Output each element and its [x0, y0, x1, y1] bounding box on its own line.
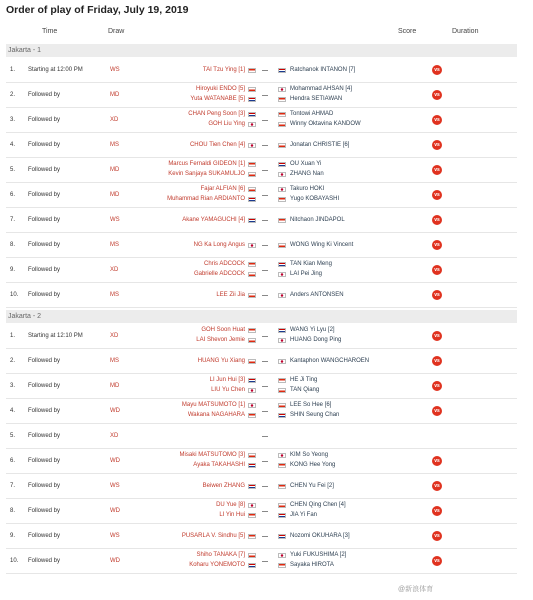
score-icon[interactable]: vs — [432, 165, 442, 175]
versus-dash — [262, 411, 268, 412]
player-name[interactable]: CHEN Yu Fei [2] — [290, 482, 334, 489]
country-flag-icon — [248, 262, 256, 267]
player-name[interactable]: Chris ADCOCK — [203, 261, 245, 267]
versus-dash — [262, 461, 268, 462]
draw-header: Draw — [108, 28, 125, 35]
country-flag-icon — [278, 328, 286, 333]
match-number: 4. — [10, 141, 16, 148]
country-flag-icon — [278, 359, 286, 364]
player-name[interactable]: HUANG Dong Ping — [290, 337, 342, 343]
match-row — [6, 258, 517, 283]
match-number: 10. — [10, 291, 19, 298]
country-flag-icon — [278, 143, 286, 148]
country-flag-icon — [278, 338, 286, 343]
country-flag-icon — [278, 112, 286, 117]
match-time: Followed by — [28, 216, 61, 223]
match-number: 1. — [10, 332, 16, 339]
score-icon[interactable]: vs — [432, 506, 442, 516]
player-name[interactable]: Yugo KOBAYASHI — [290, 196, 340, 202]
country-flag-icon — [248, 563, 256, 568]
match-row — [6, 233, 517, 258]
player-name[interactable]: Misaki MATSUTOMO [3] — [179, 452, 245, 458]
player-name[interactable]: Mohammad AHSAN [4] — [290, 86, 353, 92]
match-row — [6, 499, 517, 524]
player-name[interactable]: Hiroyuki ENDO [5] — [195, 86, 245, 92]
country-flag-icon — [278, 553, 286, 558]
match-row — [6, 283, 517, 308]
versus-dash — [262, 386, 268, 387]
player-name[interactable]: Winny Oktavina KANDOW — [290, 121, 361, 127]
court-header: Jakarta - 1 — [6, 44, 517, 57]
score-icon[interactable]: vs — [432, 215, 442, 225]
player-name[interactable]: WONG Wing Ki Vincent — [290, 241, 354, 248]
player-name[interactable]: TAN Kian Meng — [290, 261, 332, 267]
country-flag-icon — [248, 218, 256, 223]
match-number: 8. — [10, 241, 16, 248]
player-name[interactable]: Kantaphon WANGCHAROEN — [290, 357, 370, 364]
match-number: 5. — [10, 166, 16, 173]
versus-dash — [262, 70, 268, 71]
match-row — [6, 324, 517, 349]
match-time: Followed by — [28, 482, 61, 489]
match-row — [6, 58, 517, 83]
player-name[interactable]: Ratchanok INTANON [7] — [290, 66, 356, 73]
player-name[interactable]: Mayu MATSUMOTO [1] — [181, 402, 245, 408]
versus-dash — [262, 95, 268, 96]
country-flag-icon — [248, 187, 256, 192]
match-row — [6, 83, 517, 108]
player-name[interactable]: KONG Hee Yong — [290, 462, 336, 468]
event-code: WD — [110, 457, 120, 464]
match-time: Followed by — [28, 507, 61, 514]
match-number: 10. — [10, 557, 19, 564]
player-name[interactable]: ZHANG Nan — [290, 171, 324, 177]
country-flag-icon — [278, 534, 286, 539]
event-code: WD — [110, 507, 120, 514]
player-name[interactable]: Tontowi AHMAD — [290, 111, 334, 117]
match-row — [6, 449, 517, 474]
match-row — [6, 524, 517, 549]
player-name[interactable]: TAN Qiang — [290, 387, 320, 393]
versus-dash — [262, 336, 268, 337]
versus-dash — [262, 245, 268, 246]
match-time: Followed by — [28, 382, 61, 389]
event-code: WD — [110, 407, 120, 414]
player-name[interactable]: Jonatan CHRISTIE [6] — [290, 141, 350, 148]
country-flag-icon — [278, 97, 286, 102]
match-time: Followed by — [28, 241, 61, 248]
player-name[interactable]: DU Yue [8] — [216, 502, 245, 508]
country-flag-icon — [248, 272, 256, 277]
score-icon[interactable]: vs — [432, 481, 442, 491]
country-flag-icon — [278, 68, 286, 73]
country-flag-icon — [248, 413, 256, 418]
country-flag-icon — [248, 453, 256, 458]
country-flag-icon — [248, 403, 256, 408]
watermark: @新浪体育 — [398, 586, 434, 593]
player-name[interactable]: Gabrielle ADCOCK — [193, 271, 245, 277]
country-flag-icon — [278, 403, 286, 408]
country-flag-icon — [248, 172, 256, 177]
player-name[interactable]: HUANG Yu Xiang — [197, 357, 245, 364]
match-number: 8. — [10, 507, 16, 514]
score-icon[interactable]: vs — [432, 90, 442, 100]
player-name[interactable]: Marcus Fernaldi GIDEON [1] — [168, 161, 245, 167]
score-icon[interactable]: vs — [432, 406, 442, 416]
match-time: Followed by — [28, 557, 61, 564]
match-row — [6, 549, 517, 574]
player-name[interactable]: Wakana NAGAHARA — [187, 412, 245, 418]
player-name[interactable]: Beiwen ZHANG — [202, 482, 245, 489]
score-icon[interactable]: vs — [432, 290, 442, 300]
country-flag-icon — [248, 112, 256, 117]
player-name[interactable]: WANG Yi Lyu [2] — [290, 327, 335, 333]
country-flag-icon — [248, 378, 256, 383]
score-icon[interactable]: vs — [432, 140, 442, 150]
score-icon[interactable]: vs — [432, 556, 442, 566]
country-flag-icon — [248, 293, 256, 298]
country-flag-icon — [278, 413, 286, 418]
versus-dash — [262, 295, 268, 296]
country-flag-icon — [248, 534, 256, 539]
match-number: 7. — [10, 482, 16, 489]
match-time: Followed by — [28, 266, 61, 273]
country-flag-icon — [248, 143, 256, 148]
country-flag-icon — [278, 197, 286, 202]
match-number: 6. — [10, 457, 16, 464]
player-name[interactable]: Muhammad Rian ARDIANTO — [167, 196, 245, 202]
score-icon[interactable]: vs — [432, 190, 442, 200]
versus-dash — [262, 195, 268, 196]
country-flag-icon — [278, 513, 286, 518]
match-row — [6, 374, 517, 399]
match-row — [6, 108, 517, 133]
player-name[interactable]: Sayaka HIROTA — [290, 562, 334, 568]
player-name[interactable]: CHEN Qing Chen [4] — [290, 502, 346, 508]
time-header: Time — [42, 28, 58, 35]
score-icon[interactable]: vs — [432, 456, 442, 466]
player-name[interactable]: LI Yin Hui — [219, 512, 245, 518]
match-time: Followed by — [28, 357, 61, 364]
versus-dash — [262, 270, 268, 271]
country-flag-icon — [248, 388, 256, 393]
event-code: XD — [110, 432, 119, 439]
match-row — [6, 183, 517, 208]
duration-header: Duration — [452, 28, 479, 35]
country-flag-icon — [278, 388, 286, 393]
match-row — [6, 158, 517, 183]
match-number: 4. — [10, 407, 16, 414]
event-code: MD — [110, 382, 120, 389]
country-flag-icon — [248, 503, 256, 508]
score-icon[interactable]: vs — [432, 356, 442, 366]
player-name[interactable]: PUSARLA V. Sindhu [5] — [181, 532, 245, 539]
match-row — [6, 474, 517, 499]
player-name[interactable]: TAI Tzu Ying [1] — [202, 66, 245, 73]
event-code: WS — [110, 532, 120, 539]
match-time: Followed by — [28, 407, 61, 414]
match-time: Followed by — [28, 432, 61, 439]
event-code: MD — [110, 166, 120, 173]
match-time: Followed by — [28, 91, 61, 98]
match-time: Starting at 12:10 PM — [28, 332, 83, 339]
country-flag-icon — [248, 122, 256, 127]
player-name[interactable]: GOH Soon Huat — [201, 327, 245, 333]
country-flag-icon — [278, 87, 286, 92]
player-name[interactable]: LEE Zii Jia — [216, 291, 245, 298]
player-name[interactable]: Takuro HOKI — [290, 186, 325, 192]
player-name[interactable]: GOH Liu Ying — [208, 121, 245, 127]
player-name[interactable]: Hendra SETIAWAN — [290, 96, 343, 102]
score-icon[interactable]: vs — [432, 381, 442, 391]
match-number: 2. — [10, 357, 16, 364]
match-time: Followed by — [28, 457, 61, 464]
match-row — [6, 208, 517, 233]
country-flag-icon — [248, 553, 256, 558]
match-time: Followed by — [28, 141, 61, 148]
match-row — [6, 424, 517, 449]
player-name[interactable]: Ayaka TAKAHASHI — [193, 462, 245, 468]
match-number: 9. — [10, 266, 16, 273]
country-flag-icon — [248, 162, 256, 167]
player-name[interactable]: KIM So Yeong — [290, 452, 329, 458]
player-name[interactable]: HE Ji Ting — [290, 377, 318, 383]
player-name[interactable]: LAI Shevon Jemie — [196, 337, 245, 343]
country-flag-icon — [278, 453, 286, 458]
player-name[interactable]: LIU Yu Chen — [211, 387, 245, 393]
player-name[interactable]: LI Jun Hui [3] — [209, 377, 245, 383]
country-flag-icon — [278, 172, 286, 177]
match-time: Followed by — [28, 532, 61, 539]
player-name[interactable]: Yuta WATANABE [5] — [190, 96, 245, 102]
match-number: 3. — [10, 382, 16, 389]
country-flag-icon — [248, 68, 256, 73]
player-name[interactable]: JIA Yi Fan — [290, 512, 318, 518]
match-row — [6, 349, 517, 374]
player-name[interactable]: Akane YAMAGUCHI [4] — [182, 216, 245, 223]
match-number: 3. — [10, 116, 16, 123]
event-code: XD — [110, 332, 119, 339]
event-code: MD — [110, 91, 120, 98]
versus-dash — [262, 436, 268, 437]
event-code: WS — [110, 482, 120, 489]
event-code: WD — [110, 557, 120, 564]
versus-dash — [262, 170, 268, 171]
player-name[interactable]: Nitchaon JINDAPOL — [290, 216, 345, 223]
match-time: Followed by — [28, 116, 61, 123]
match-time: Followed by — [28, 166, 61, 173]
event-code: MD — [110, 191, 120, 198]
country-flag-icon — [248, 513, 256, 518]
event-code: MS — [110, 357, 119, 364]
score-icon[interactable]: vs — [432, 65, 442, 75]
score-icon[interactable]: vs — [432, 265, 442, 275]
player-name[interactable]: LEE So Hee [6] — [290, 402, 332, 408]
country-flag-icon — [248, 484, 256, 489]
match-number: 1. — [10, 66, 16, 73]
country-flag-icon — [248, 359, 256, 364]
match-row — [6, 399, 517, 424]
country-flag-icon — [248, 87, 256, 92]
country-flag-icon — [278, 122, 286, 127]
match-number: 5. — [10, 432, 16, 439]
player-name[interactable]: Anders ANTONSEN — [290, 291, 344, 298]
country-flag-icon — [248, 197, 256, 202]
country-flag-icon — [278, 463, 286, 468]
player-name[interactable]: Shiho TANAKA [7] — [196, 552, 245, 558]
country-flag-icon — [278, 218, 286, 223]
match-time: Followed by — [28, 291, 61, 298]
player-name[interactable]: NG Ka Long Angus — [193, 241, 245, 248]
versus-dash — [262, 536, 268, 537]
event-code: WS — [110, 216, 120, 223]
score-icon[interactable]: vs — [432, 240, 442, 250]
event-code: MS — [110, 291, 119, 298]
country-flag-icon — [278, 563, 286, 568]
player-name[interactable]: Koharu YONEMOTO — [189, 562, 245, 568]
match-number: 9. — [10, 532, 16, 539]
score-icon[interactable]: vs — [432, 331, 442, 341]
event-code: MS — [110, 141, 119, 148]
player-name[interactable]: CHAN Peng Soon [3] — [188, 111, 245, 117]
match-number: 2. — [10, 91, 16, 98]
score-icon[interactable]: vs — [432, 531, 442, 541]
player-name[interactable]: Nozomi OKUHARA [3] — [290, 532, 350, 539]
versus-dash — [262, 120, 268, 121]
country-flag-icon — [278, 187, 286, 192]
match-row — [6, 133, 517, 158]
country-flag-icon — [278, 503, 286, 508]
country-flag-icon — [248, 243, 256, 248]
event-code: WS — [110, 66, 120, 73]
country-flag-icon — [278, 378, 286, 383]
versus-dash — [262, 561, 268, 562]
versus-dash — [262, 511, 268, 512]
match-time: Followed by — [28, 191, 61, 198]
event-code: XD — [110, 266, 119, 273]
country-flag-icon — [278, 272, 286, 277]
versus-dash — [262, 145, 268, 146]
versus-dash — [262, 220, 268, 221]
country-flag-icon — [278, 262, 286, 267]
match-number: 7. — [10, 216, 16, 223]
country-flag-icon — [248, 338, 256, 343]
country-flag-icon — [278, 243, 286, 248]
score-icon[interactable]: vs — [432, 115, 442, 125]
player-name[interactable]: Kevin Sanjaya SUKAMULJO — [168, 171, 245, 177]
player-name[interactable]: SHIN Seung Chan — [290, 412, 340, 418]
player-name[interactable]: OU Xuan Yi — [290, 161, 322, 167]
country-flag-icon — [248, 463, 256, 468]
event-code: MS — [110, 241, 119, 248]
match-number: 6. — [10, 191, 16, 198]
player-name[interactable]: LAI Pei Jing — [290, 271, 323, 277]
country-flag-icon — [248, 97, 256, 102]
player-name[interactable]: Yuki FUKUSHIMA [2] — [290, 552, 347, 558]
page-title: Order of play of Friday, July 19, 2019 — [6, 4, 189, 16]
versus-dash — [262, 486, 268, 487]
country-flag-icon — [278, 293, 286, 298]
country-flag-icon — [278, 162, 286, 167]
match-time: Starting at 12:00 PM — [28, 66, 83, 73]
country-flag-icon — [278, 484, 286, 489]
event-code: XD — [110, 116, 119, 123]
country-flag-icon — [248, 328, 256, 333]
player-name[interactable]: CHOU Tien Chen [4] — [189, 141, 245, 148]
score-header: Score — [398, 28, 417, 35]
court-header: Jakarta - 2 — [6, 310, 517, 323]
player-name[interactable]: Fajar ALFIAN [6] — [200, 186, 245, 192]
versus-dash — [262, 361, 268, 362]
